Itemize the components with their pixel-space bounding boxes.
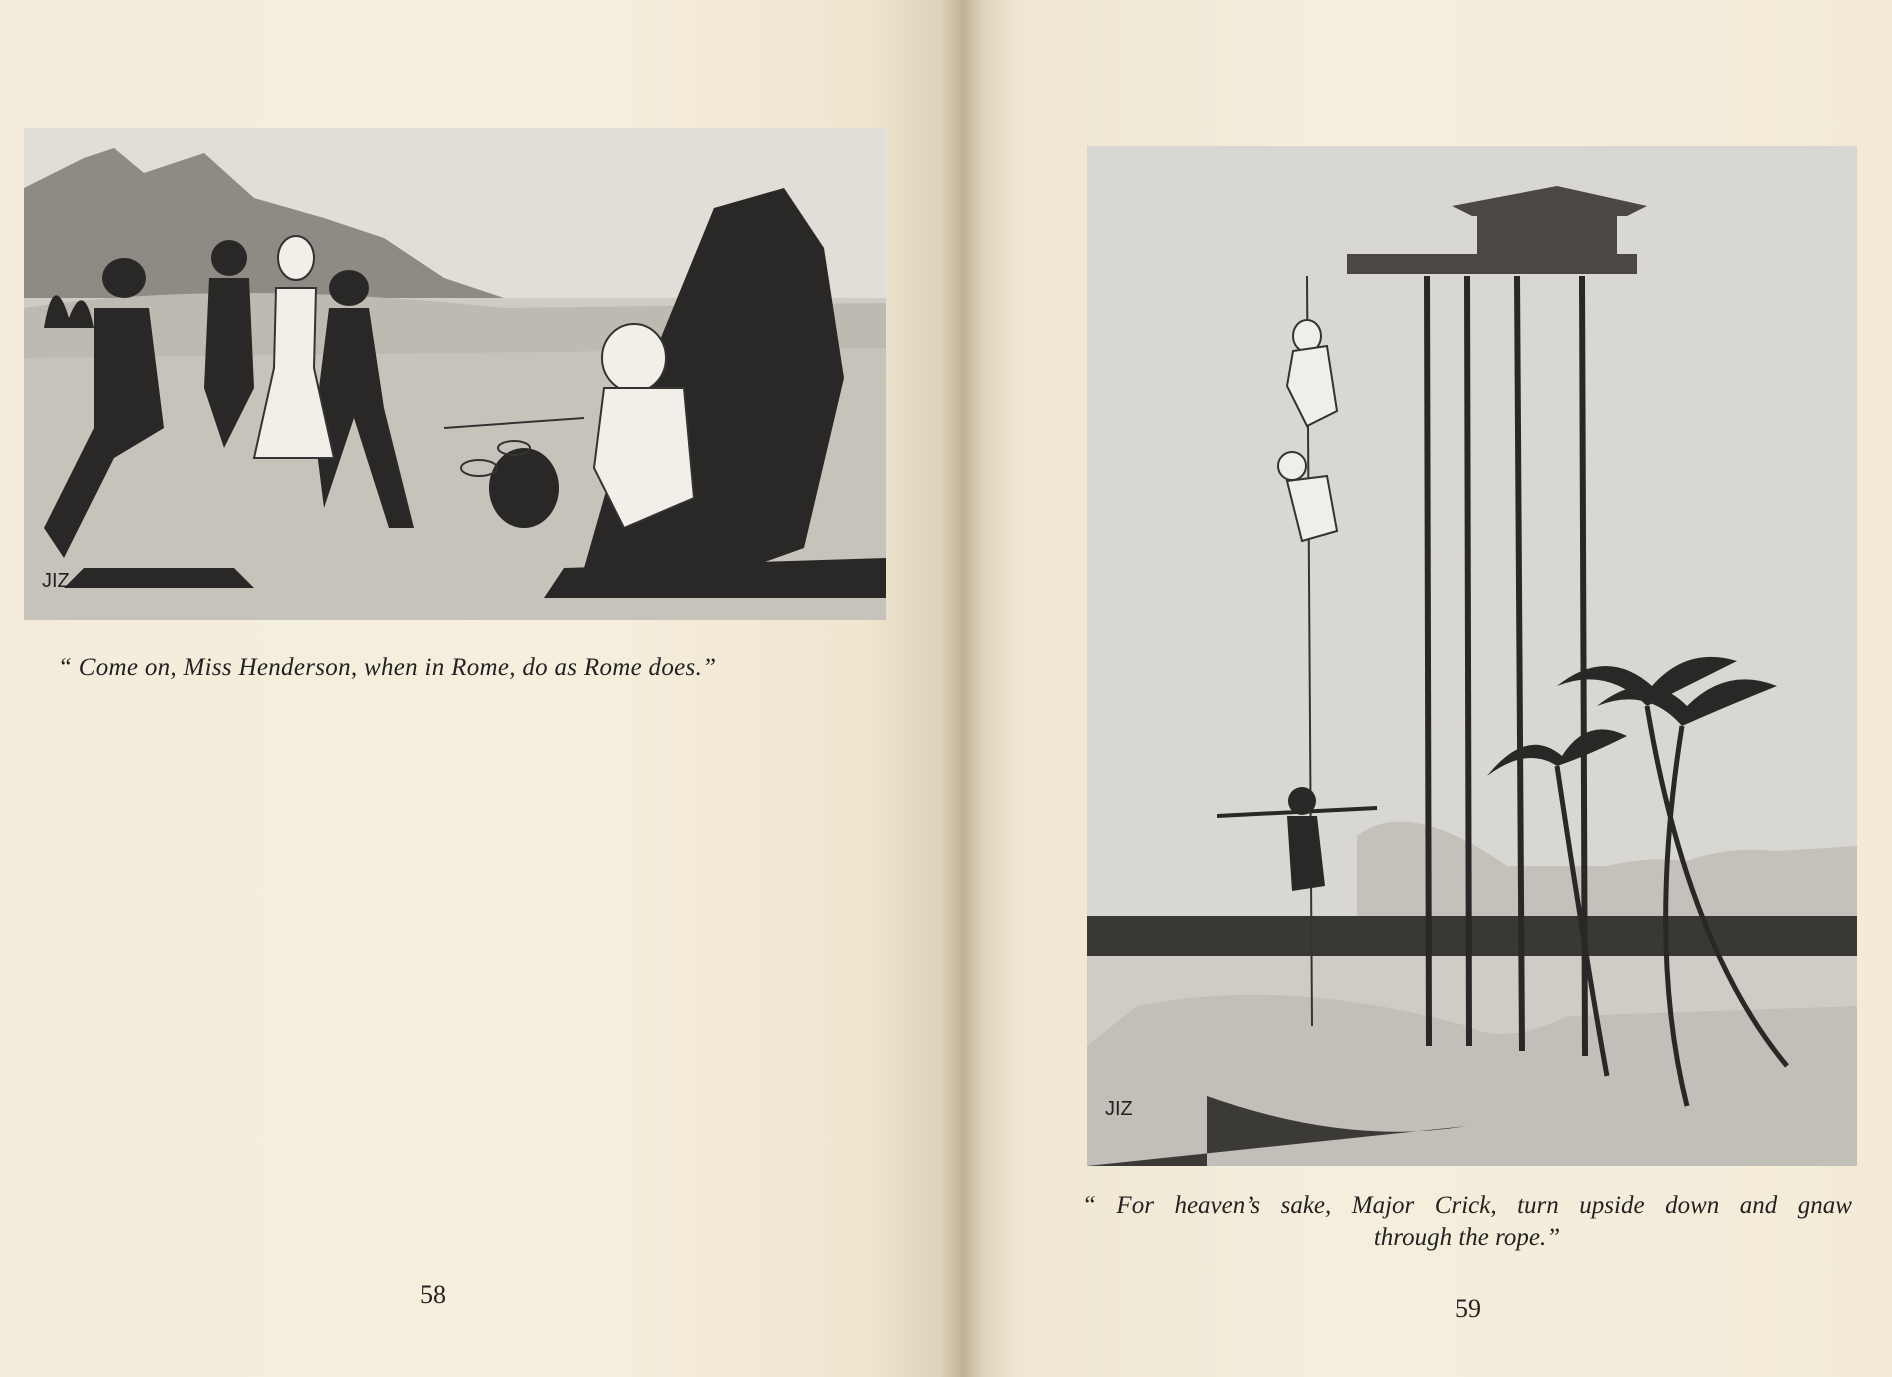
right-page <box>962 0 1892 1377</box>
left-page-number: 58 <box>420 1280 446 1309</box>
illustration-beach-dance <box>24 128 886 620</box>
right-caption-line-1: “ For heaven’s sake, Major Crick, turn upside down and gnaw <box>1082 1192 1852 1219</box>
right-page-number: 59 <box>1455 1294 1481 1323</box>
illustration-stilt-tower <box>1087 146 1857 1166</box>
right-caption <box>1082 1190 1852 1254</box>
illustration-signature: JIZ <box>42 570 70 592</box>
left-caption: “ Come on, Miss Henderson, when in Rome, do as Rome does.” <box>58 654 717 681</box>
right-caption-line-2: through the rope.” <box>1373 1224 1561 1251</box>
book-gutter-shadow <box>940 0 984 1377</box>
illustration-signature: JIZ <box>1105 1098 1133 1120</box>
